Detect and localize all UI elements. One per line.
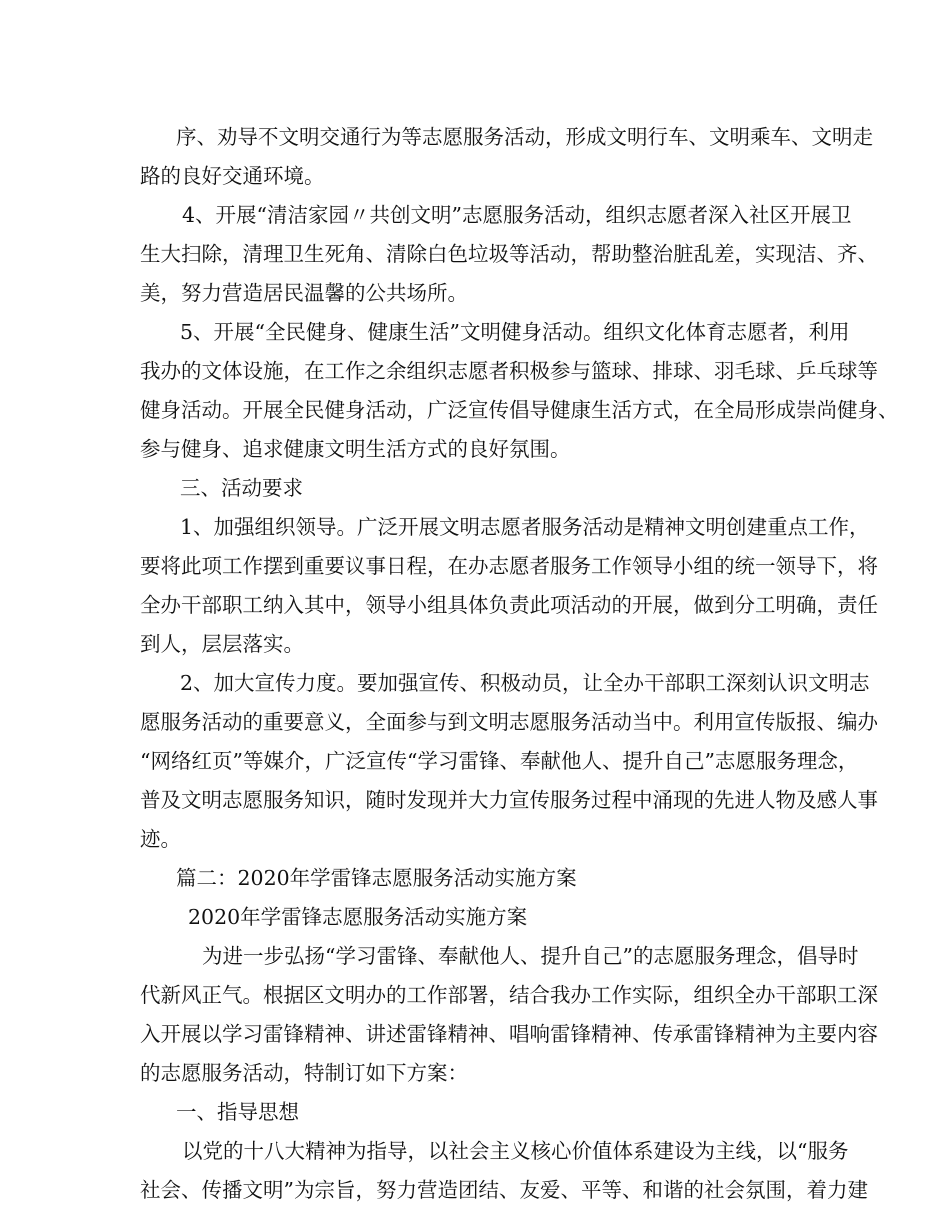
text-line: 迹。 — [140, 827, 181, 851]
text-line: 我办的文体设施，在工作之余组织志愿者积极参与篮球、排球、羽毛球、乒乓球等 — [140, 359, 878, 383]
text-line: 代新风正气。根据区文明办的工作部署，结合我办工作实际，组织全办干部职工深 — [140, 983, 878, 1007]
section-heading: 三、活动要求 — [180, 476, 303, 500]
part-heading: 篇二：2020年学雷锋志愿服务活动实施方案 — [176, 866, 577, 890]
text-line: 为进一步弘扬“学习雷锋、奉献他人、提升自己”的志愿服务理念，倡导时 — [202, 944, 859, 968]
text-line: 全办干部职工纳入其中，领导小组具体负责此项活动的开展，做到分工明确，责任 — [140, 593, 878, 617]
text-line: 5、开展“全民健身、健康生活”文明健身活动。组织文化体育志愿者，利用 — [180, 320, 850, 344]
text-line: 到人，层层落实。 — [140, 632, 304, 656]
text-line: 社会、传播文明”为宗旨，努力营造团结、友爱、平等、和谐的社会氛围，着力建 — [140, 1178, 868, 1202]
text-line: 的志愿服务活动，特制订如下方案： — [140, 1061, 468, 1085]
text-line: 2、加大宣传力度。要加强宣传、积极动员，让全办干部职工深刻认识文明志 — [180, 671, 870, 695]
text-line: 序、劝导不文明交通行为等志愿服务活动，形成文明行车、文明乘车、文明走 — [176, 125, 873, 149]
text-line: 4、开展“清洁家园〃共创文明”志愿服务活动，组织志愿者深入社区开展卫 — [182, 203, 852, 227]
text-line: “网络红页”等媒介，广泛宣传“学习雷锋、奉献他人、提升自己”志愿服务理念， — [140, 749, 859, 773]
text-line: 要将此项工作摆到重要议事日程，在办志愿者服务工作领导小组的统一领导下，将 — [140, 554, 878, 578]
text-line: 健身活动。开展全民健身活动，广泛宣传倡导健康生活方式，在全局形成崇尚健身、 — [140, 398, 899, 422]
text-line: 以党的十八大精神为指导，以社会主义核心价值体系建设为主线，以“服务 — [182, 1139, 849, 1163]
section-heading: 一、指导思想 — [176, 1100, 299, 1124]
text-line: 愿服务活动的重要意义，全面参与到文明志愿服务活动当中。利用宣传版报、编办 — [140, 710, 878, 734]
document-title: 2020年学雷锋志愿服务活动实施方案 — [188, 905, 528, 929]
text-line: 美，努力营造居民温馨的公共场所。 — [140, 281, 468, 305]
text-line: 入开展以学习雷锋精神、讲述雷锋精神、唱响雷锋精神、传承雷锋精神为主要内容 — [140, 1022, 878, 1046]
text-line: 路的良好交通环境。 — [140, 164, 325, 188]
text-line: 普及文明志愿服务知识，随时发现并大力宣传服务过程中涌现的先进人物及感人事 — [140, 788, 878, 812]
text-line: 1、加强组织领导。广泛开展文明志愿者服务活动是精神文明创建重点工作， — [180, 515, 870, 539]
text-line: 参与健身、追求健康文明生活方式的良好氛围。 — [140, 437, 571, 461]
document-body — [140, 118, 899, 1210]
text-line: 生大扫除，清理卫生死角、清除白色垃圾等活动，帮助整治脏乱差，实现洁、齐、 — [140, 242, 878, 266]
